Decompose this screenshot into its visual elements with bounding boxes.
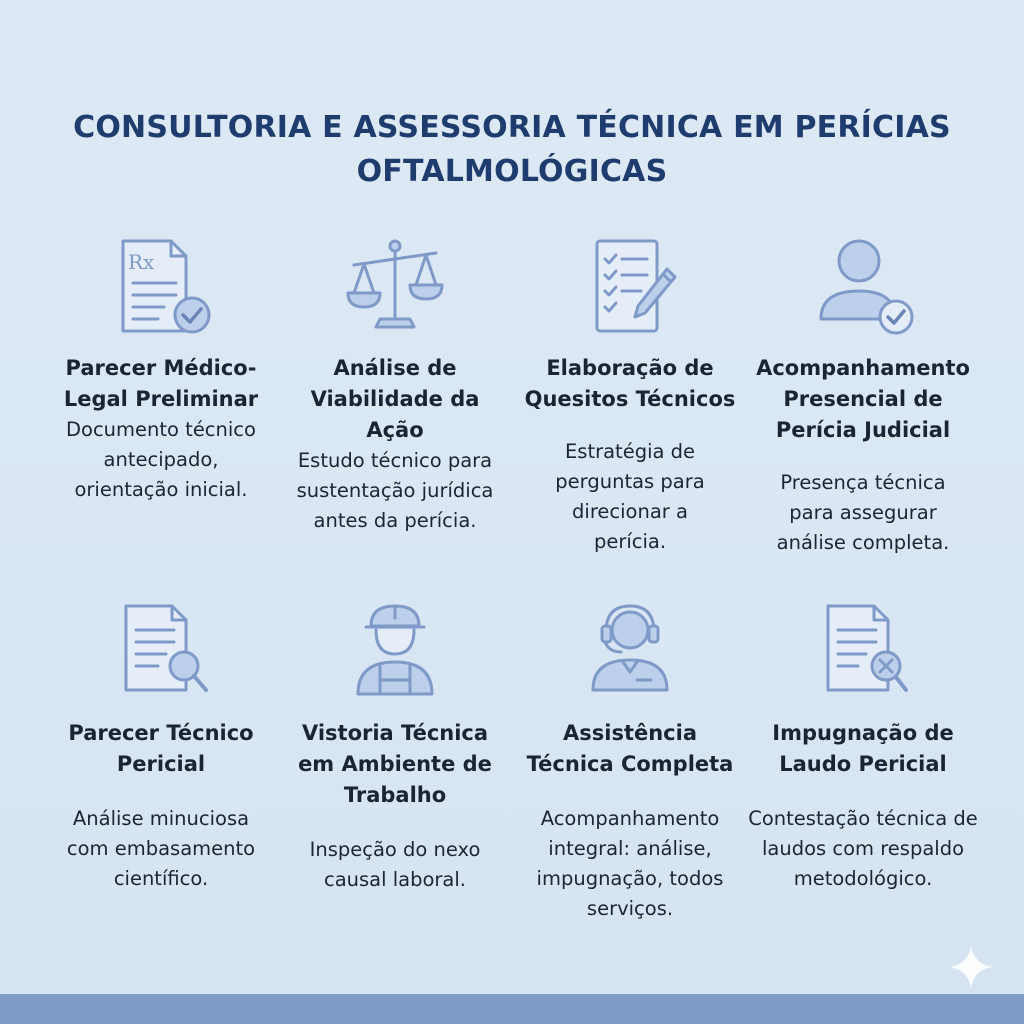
headset-agent-icon [575, 600, 685, 700]
service-title: Vistoria Técnica em Ambiente de Trabalho [298, 721, 492, 807]
service-card-impugnacao-laudo [738, 600, 988, 894]
service-description: Contestação técnica de laudos com respaldo metodológico. [748, 807, 978, 890]
service-card-analise-viabilidade [270, 235, 520, 536]
document-magnifier-icon [106, 600, 216, 700]
service-description: Estudo técnico para sustentação jurídica antes da perícia. [296, 449, 494, 532]
service-description: Presença técnica para assegurar análise completa. [776, 471, 950, 554]
service-card-vistoria-tecnica [270, 600, 520, 895]
service-card-assistencia-tecnica [505, 600, 755, 924]
prescription-document-check-icon [106, 235, 216, 335]
svg-text:Rx: Rx [128, 250, 155, 274]
service-description: Documento técnico antecipado, orientação inicial. [66, 418, 256, 501]
worker-hardhat-icon [340, 600, 450, 700]
service-description: Estratégia de perguntas para direcionar a perícia. [555, 440, 705, 553]
service-title: Elaboração de Quesitos Técnicos [524, 356, 736, 411]
service-description: Acompanhamento integral: análise, impugnação, todos serviços. [536, 807, 724, 920]
sparkle-icon [948, 944, 994, 990]
service-card-parecer-medico-legal [36, 235, 286, 505]
page-title-line-1: CONSULTORIA E ASSESSORIA TÉCNICA EM PERÍCIAS [73, 110, 951, 146]
service-title: Parecer Técnico Pericial [68, 721, 254, 776]
service-title: Assistência Técnica Completa [526, 721, 734, 776]
service-description: Análise minuciosa com embasamento científico. [66, 807, 256, 890]
checklist-pencil-icon [575, 235, 685, 335]
page-title [40, 106, 984, 194]
service-title: Análise de Viabilidade da Ação [310, 356, 480, 442]
document-x-icon [808, 600, 918, 700]
footer-bar [0, 994, 1024, 1024]
service-title: Parecer Médico-Legal Preliminar [63, 356, 259, 411]
person-check-icon [808, 235, 918, 335]
service-description: Inspeção do nexo causal laboral. [309, 838, 481, 891]
page-title-line-2: OFTALMOLÓGICAS [356, 154, 668, 190]
service-title: Acompanhamento Presencial de Perícia Judicial [756, 356, 970, 442]
service-card-elaboracao-quesitos [505, 235, 755, 557]
service-card-acompanhamento-presencial [738, 235, 988, 558]
scales-of-justice-icon [340, 235, 450, 335]
service-card-parecer-tecnico [36, 600, 286, 894]
service-title: Impugnação de Laudo Pericial [772, 721, 954, 776]
